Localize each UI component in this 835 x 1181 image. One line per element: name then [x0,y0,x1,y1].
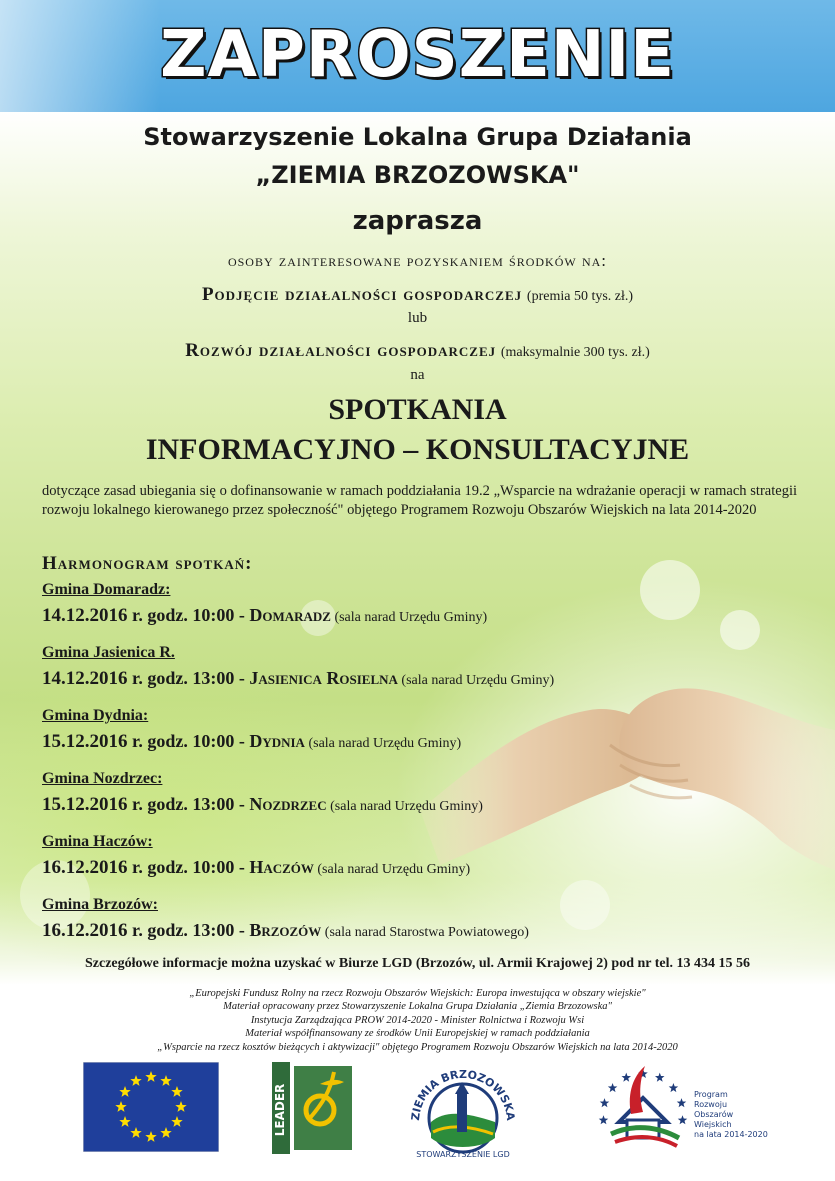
contact-info: Szczegółowe informacje można uzyskać w Biurze LGD (Brzozów, ul. Armii Krajowej 2) pod nr tel. 13 434 15 56 [84,956,751,971]
meeting-date: 14.12.2016 [42,668,128,689]
prow-line: Wiejskich [694,1120,732,1129]
schedule-item [42,769,802,832]
meeting-title-line1: SPOTKANIA [328,393,507,426]
meeting-when [42,728,802,757]
prow-line: Rozwoju [694,1100,728,1109]
leader-logo [272,1062,356,1154]
meeting-when [42,602,802,631]
gmina-name: Gmina Domaradz: [42,581,171,598]
schedule-list [42,580,802,958]
schedule-item [42,895,802,958]
credit-line: „Wsparcie na rzecz kosztów bieżących i aktywizacji" objętego Programem Rozwoju Obszarów Wiejskich na lata 2014-2020 [157,1041,678,1053]
meeting-time: r. godz. 10:00 - [127,731,250,751]
lgd-ziemia-brzozowska-logo [405,1060,520,1160]
schedule-item [42,706,802,769]
meeting-when [42,665,802,694]
prow-name [694,1090,768,1140]
gmina-name: Gmina Brzozów: [42,896,158,913]
meeting-date: 15.12.2016 [42,794,128,815]
schedule-heading: Harmonogram spotkań: [42,553,253,574]
meeting-place: Dydnia [249,731,305,751]
meeting-title-line2: INFORMACYJNO – KONSULTACYJNE [145,433,690,466]
prow-star-icon [599,1115,609,1124]
meeting-venue: (sala narad Urzędu Gminy) [397,673,555,688]
prow-star-icon [678,1115,688,1124]
poster-title: ZAPROSZENIE [160,18,675,92]
meeting-time: r. godz. 10:00 - [127,857,250,877]
option-startup [0,282,835,310]
prow-star-icon [608,1083,618,1092]
gmina-name: Gmina Nozdrzec: [42,770,163,787]
credit-line: Instytucja Zarządzająca PROW 2014-2020 - Minister Rolnictwa i Rozwoju Wsi [250,1014,585,1026]
gmina-name: Gmina Jasienica R. [42,644,175,661]
credit-line: Materiał opracowany przez Stowarzyszenie Lokalna Grupa Działania „Ziemia Brzozowska" [223,1001,612,1013]
organizer-subtitle: „ZIEMIA BRZOZOWSKA" [255,161,580,189]
prow-line: na lata 2014-2020 [694,1130,768,1139]
lgd-name-text: ZIEMIA BRZOZOWSKA [408,1067,518,1122]
meeting-when [42,791,802,820]
schedule-item [42,643,802,706]
meeting-time: r. godz. 13:00 - [127,920,250,940]
prow-line: Program [694,1090,728,1099]
prow-star-icon [655,1073,665,1082]
meeting-place: Jasienica Rosielna [249,668,398,688]
meeting-time: r. godz. 13:00 - [127,794,250,814]
invites-label: zaprasza [352,206,483,236]
prow-star-icon [600,1098,610,1107]
prow-star-icon [622,1073,632,1082]
funding-credits [0,987,835,1054]
meeting-date: 16.12.2016 [42,920,128,941]
meeting-place: Brzozów [249,920,322,940]
meeting-venue: (sala narad Urzędu Gminy) [313,862,471,877]
meeting-date: 15.12.2016 [42,731,128,752]
credit-line: „Europejski Fundusz Rolny na rzecz Rozwoju Obszarów Wiejskich: Europa inwestująca w obszary wiejskie" [189,988,646,999]
option-note: (maksymalnie 300 tys. zł.) [500,345,650,360]
prow-logo [593,1062,693,1154]
prow-star-icon [669,1083,679,1092]
connector-or: lub [407,310,428,326]
meeting-when [42,854,802,883]
meeting-place: Nozdrzec [249,794,327,814]
meeting-venue: (sala narad Urzędu Gminy) [304,736,462,751]
meeting-place: Haczów [249,857,314,877]
prow-star-icon [677,1098,687,1107]
meeting-venue: (sala narad Urzędu Gminy) [326,799,483,814]
meeting-date: 16.12.2016 [42,857,128,878]
credit-line: Materiał współfinansowany ze środków Unii Europejskiej w ramach poddziałania [245,1028,590,1040]
prow-line: Obszarów [694,1110,734,1119]
gmina-name: Gmina Dydnia: [42,707,149,724]
lgd-association-text: STOWARZYSZENIE LGD [416,1150,510,1159]
meeting-description: dotyczące zasad ubiegania się o dofinansowanie w ramach poddziałania 19.2 „Wsparcie na wdrażanie operacji w ramach strategii rozwoju lokalnego kierowanego przez społeczność" objętego Programem Rozwoju Obszarów Wiejskich na lata 2014-2020 [42,483,797,518]
schedule-item [42,832,802,895]
organizer-name: Stowarzyszenie Lokalna Grupa Działania [143,123,692,151]
schedule-item [42,580,802,643]
meeting-place: Domaradz [249,605,331,625]
leader-text: LEADER [273,1083,287,1137]
meeting-when [42,917,802,946]
gmina-name: Gmina Haczów: [42,833,153,850]
option-development [0,338,835,366]
meeting-date: 14.12.2016 [42,605,128,626]
audience-text: osoby zainteresowane pozyskaniem środków na: [227,251,608,270]
meeting-venue: (sala narad Starostwa Powiatowego) [321,925,529,940]
option-note: (premia 50 tys. zł.) [526,289,634,304]
meeting-time: r. godz. 13:00 - [127,668,250,688]
option-name: Rozwój działalności gospodarczej [185,340,497,361]
connector-to: na [410,367,425,383]
option-name: Podjęcie działalności gospodarczej [201,284,523,305]
meeting-time: r. godz. 10:00 - [127,605,250,625]
meeting-venue: (sala narad Urzędu Gminy) [330,610,488,625]
eu-flag-logo [83,1062,219,1152]
